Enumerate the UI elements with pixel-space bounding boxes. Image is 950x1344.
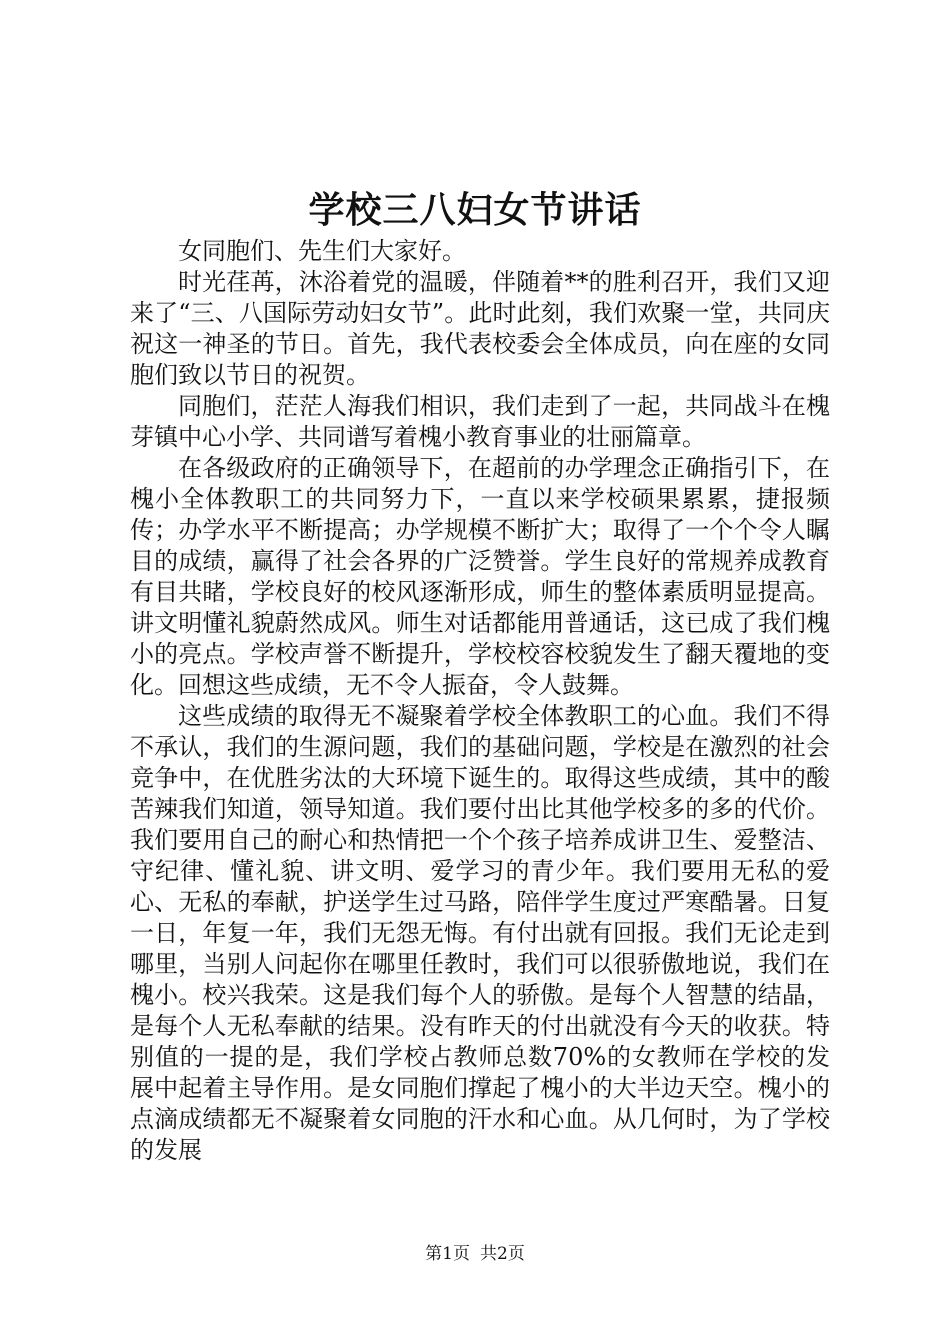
page-number: 第1页 — [425, 1244, 470, 1264]
paragraph-greeting: 女同胞们、先生们大家好。 — [178, 237, 466, 265]
paragraph-opening: 时光荏苒，沐浴着党的温暖，伴随着**的胜利召开，我们又迎来了“三、八国际劳动妇女节”。此时此刻，我们欢聚一堂，共同庆祝这一神圣的节日。首先，我代表校委会全体成员，向在座的女同胞们致以节日的祝贺。 — [130, 268, 830, 389]
paragraph-colleagues: 同胞们，茫茫人海我们相识，我们走到了一起，共同战斗在槐芽镇中心小学、共同谱写着槐小教育事业的壮丽篇章。 — [130, 392, 830, 451]
page-footer — [0, 1243, 950, 1265]
paragraph-dedication: 这些成绩的取得无不凝聚着学校全体教职工的心血。我们不得不承认，我们的生源问题，我们的基础问题，学校是在激烈的社会竞争中，在优胜劣汰的大环境下诞生的。取得这些成绩，其中的酸苦辣我们知道，领导知道。我们要付出比其他学校多的多的代价。我们要用自己的耐心和热情把一个个孩子培养成讲卫生、爱整洁、守纪律、懂礼貌、讲文明、爱学习的青少年。我们要用无私的爱心、无私的奉献，护送学生过马路，陪伴学生度过严寒酷暑。日复一日，年复一年，我们无怨无悔。有付出就有回报。我们无论走到哪里，当别人问起你在哪里任教时，我们可以很骄傲地说，我们在槐小。校兴我荣。这是我们每个人的骄傲。是每个人智慧的结晶，是每个人无私奉献的结果。没有昨天的付出就没有今天的收获。特别值的一提的是，我们学校占教师总数70%的女教师在学校的发展中起着主导作用。是女同胞们撑起了槐小的大半边天空。槐小的点滴成绩都无不凝聚着女同胞的汗水和心血。从几何时，为了学校的发展 — [130, 702, 830, 1164]
page-total: 共2页 — [480, 1244, 525, 1264]
document-body — [130, 236, 830, 1166]
paragraph-achievements: 在各级政府的正确领导下，在超前的办学理念正确指引下，在槐小全体教职工的共同努力下，一直以来学校硕果累累，捷报频传；办学水平不断提高；办学规模不断扩大；取得了一个个令人瞩目的成绩，赢得了社会各界的广泛赞誉。学生良好的常规养成教育有目共睹，学校良好的校风逐渐形成，师生的整体素质明显提高。讲文明懂礼貌蔚然成风。师生对话都能用普通话，这已成了我们槐小的亮点。学校声誉不断提升，学校校容校貌发生了翻天覆地的变化。回想这些成绩，无不令人振奋，令人鼓舞。 — [130, 454, 830, 699]
document-title: 学校三八妇女节讲话 — [308, 189, 642, 231]
